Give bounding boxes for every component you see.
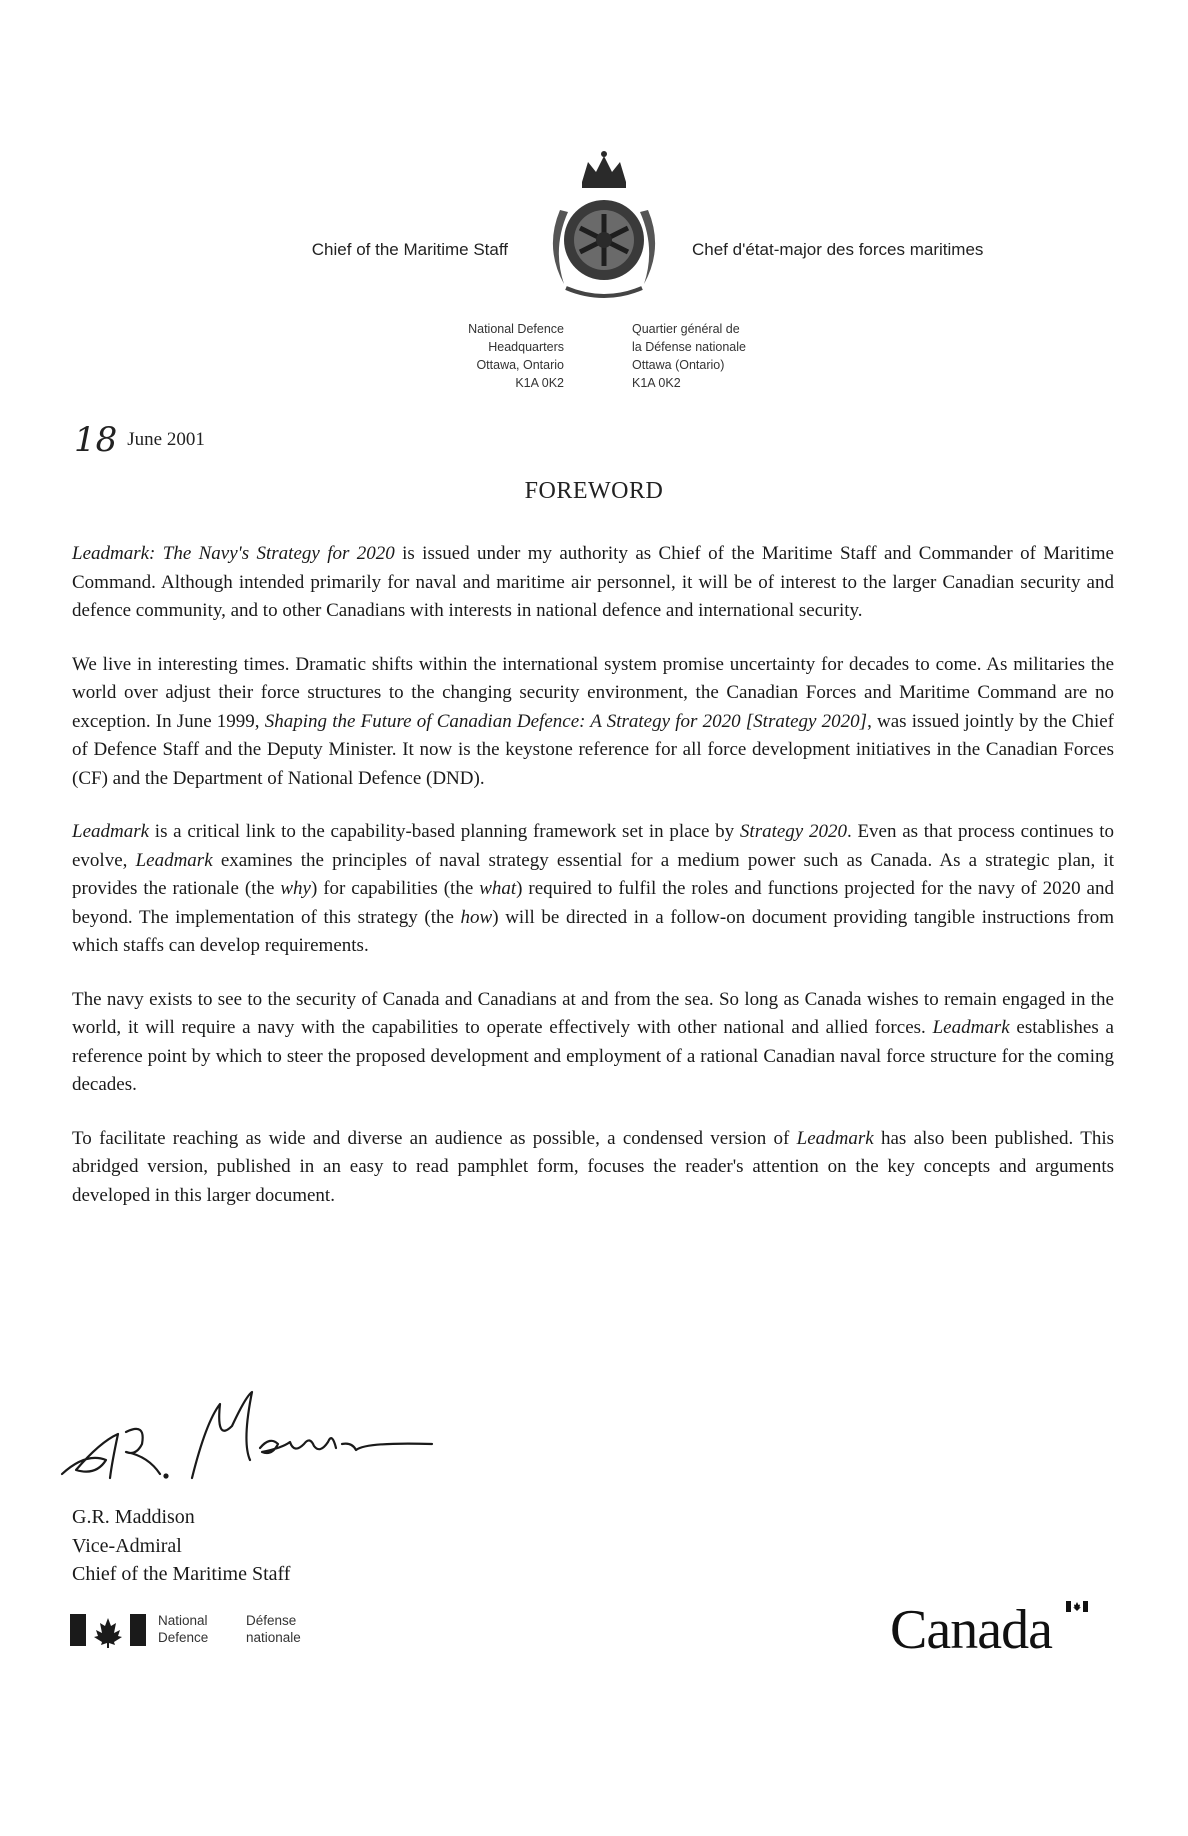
italic-text: Leadmark	[932, 1017, 1010, 1038]
header-title-fr: Chef d'état-major des forces maritimes	[692, 240, 984, 259]
paragraph-1	[72, 540, 1114, 626]
signature-icon	[56, 1382, 436, 1492]
paragraph-3	[72, 818, 1114, 961]
italic-text: Shaping the Future of Canadian Defence: A Strategy for 2020 [Strategy 2020]	[264, 710, 868, 732]
paragraph-text: has also been published. This abridged version, published in an easy to read pamphlet form, focuses the reader's attention on the key concepts and arguments developed in this larger document.	[72, 1127, 1114, 1206]
address-fr-line: Quartier général de	[632, 322, 740, 336]
paragraph-text: . Even as that process continues to evolve,	[72, 821, 1115, 871]
address-en-line: National Defence	[468, 322, 564, 336]
paragraph-text: ) required to fulfil the roles and functions projected for the navy of 2020 and beyond. The implementation of this strategy (the	[72, 878, 1114, 928]
date-day: 18	[74, 420, 118, 460]
footer-dept-fr	[246, 1612, 301, 1646]
signatory-position: Chief of the Maritime Staff	[72, 1563, 291, 1585]
date	[74, 420, 205, 464]
footer-line: Defence	[158, 1630, 209, 1645]
italic-text: Leadmark	[72, 821, 150, 842]
address-fr	[632, 320, 746, 392]
signature-block	[72, 1503, 290, 1589]
address-fr-line: la Défense nationale	[632, 340, 746, 354]
italic-text: Strategy 2020	[739, 821, 847, 842]
italic-text: how	[460, 906, 493, 928]
paragraph-2	[72, 651, 1114, 794]
paragraph-text: establishes a reference point by which to steer the proposed development and employment of a rational Canadian naval force structure for the coming decades.	[72, 1017, 1114, 1095]
italic-text: Leadmark	[135, 849, 213, 871]
header-title-en: Chief of the Maritime Staff	[311, 240, 508, 259]
paragraph-text: We live in interesting times. Dramatic shifts within the international system promise uncertainty for decades to come. As militaries the world over adjust their force structures to the changing security environment, the Canadian Forces and Maritime Command are no exception. In June 1999,	[72, 653, 1114, 732]
paragraph-text: , was issued jointly by the Chief of Defence Staff and the Deputy Minister. It now is the keystone reference for all force development initiatives in the Canadian Forces (CF) and the Department of National Defence (DND).	[72, 710, 1114, 789]
paragraph-text: ) will be directed in a follow-on document providing tangible instructions from which staffs can develop requirements.	[72, 906, 1114, 956]
date-month-year: June 2001	[127, 429, 205, 450]
canada-wordmark: Canada	[890, 1599, 1052, 1661]
footer-line: nationale	[246, 1630, 301, 1645]
paragraph-text: is issued under my authority as Chief of the Maritime Staff and Commander of Maritime Command. Although intended primarily for naval and maritime air personnel, it will be of interest to the larger Canadian security and defence community, and to other Canadians with interests in national defence and international security.	[72, 543, 1114, 621]
crest-icon	[530, 148, 678, 308]
canada-flag-icon	[70, 1612, 146, 1648]
foreword-body	[72, 540, 1114, 1235]
footer-line: National	[158, 1613, 208, 1628]
address-fr-line: K1A 0K2	[632, 376, 681, 390]
paragraph-text: To facilitate reaching as wide and diverse an audience as possible, a condensed version of	[72, 1127, 797, 1149]
italic-text: Leadmark: The Navy's Strategy for 2020	[72, 543, 395, 564]
address-en-line: K1A 0K2	[515, 376, 564, 390]
address-en-line: Ottawa, Ontario	[476, 358, 564, 372]
signatory-name: G.R. Maddison	[72, 1506, 195, 1528]
italic-text: why	[280, 878, 311, 899]
paragraph-text: ) for capabilities (the	[310, 878, 480, 899]
paragraph-text: examines the principles of naval strategy essential for a medium power such as Canada. As a strategic plan, it provides the rationale (the	[72, 849, 1114, 899]
paragraph-5	[72, 1125, 1114, 1211]
address-fr-line: Ottawa (Ontario)	[632, 358, 725, 372]
page-title: FOREWORD	[524, 478, 664, 504]
address-en-line: Headquarters	[488, 340, 564, 354]
address-en	[468, 320, 564, 392]
italic-text: what	[479, 878, 517, 899]
footer-line: Défense	[246, 1613, 297, 1628]
paragraph-text: The navy exists to see to the security of Canada and Canadians at and from the sea. So long as Canada wishes to remain engaged in the world, it will require a navy with the capabilities to operate effectively with other national and allied forces.	[72, 988, 1114, 1038]
paragraph-4	[72, 986, 1114, 1100]
paragraph-text: is a critical link to the capability-based planning framework set in place by	[149, 821, 740, 842]
italic-text: Leadmark	[796, 1127, 874, 1149]
footer-dept-en	[158, 1612, 208, 1646]
signatory-rank: Vice-Admiral	[72, 1534, 182, 1557]
wordmark-flag-icon	[1066, 1601, 1088, 1612]
